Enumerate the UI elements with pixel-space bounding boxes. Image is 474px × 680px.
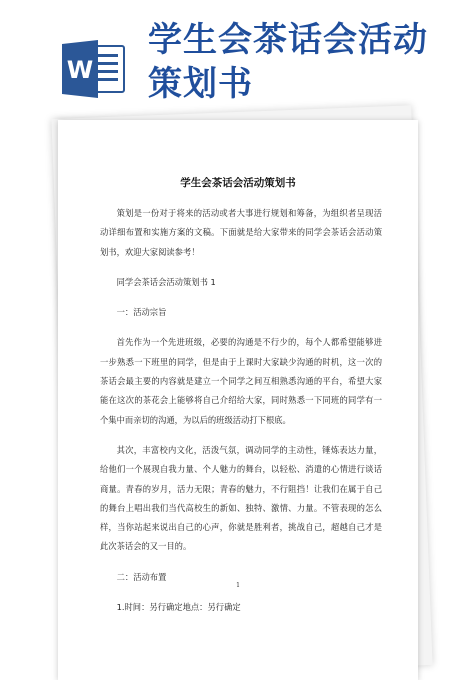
section-heading-purpose: 一：活动宗旨 <box>116 307 167 318</box>
paragraph-purpose-2: 其次，丰富校内文化，活泼气氛，调动同学的主动性，锤炼表达力量，给他们一个展现自我力量、个人魅力的舞台，以轻松、消遣的心情进行谈话商量。青春的岁月，活力无限；青春的魅力，不行阻挡！让我们在属于自己的舞台上唱出我们当代高校生的新如、独特、激情、力量。不管表现的怎么样，当你站起来说出自己的心声，你就是胜利者，挑战自己，超越自己才是此次茶话会的又一目的。 <box>100 444 382 552</box>
banner-title-line-1: 学生会茶话会活动 <box>148 20 428 60</box>
word-icon <box>62 40 126 98</box>
page-number: 1 <box>236 582 240 589</box>
document-title: 学生会茶话会活动策划书 <box>180 177 296 189</box>
banner-title-line-2: 策划书 <box>148 64 253 104</box>
banner-title <box>148 18 458 106</box>
paragraph-purpose-1: 首先作为一个先进班级，必要的沟通是不行少的，每个人都希望能够进一步熟悉一下班里的同学，但是由于上课时大家缺少沟通的时机，这一次的茶话会最主要的内容就是建立一个同学之间互相熟悉沟通的平台，希望大家能在这次的茶花会上能够将自己介绍给大家，同时熟悉一下同班的同学有一个集中而亲切的沟通，为以后的班级活动打下根底。 <box>100 337 382 425</box>
paragraph-time-place: 1.时间：另行确定地点：另行确定 <box>116 602 241 613</box>
document-page <box>58 120 418 680</box>
paragraph-subtitle: 同学会茶话会活动策划书 1 <box>116 276 216 287</box>
section-heading-arrangement: 二：活动布置 <box>116 571 167 582</box>
word-icon-letter: W <box>66 56 94 84</box>
paragraph-intro: 策划是一份对于将来的活动或者大事进行规划和筹备，为组织者呈现活动详细布置和实施方案的文稿。下面就是给大家带来的同学会茶话会活动策划书，欢迎大家阅读参考！ <box>100 208 382 257</box>
document-body <box>100 204 382 617</box>
